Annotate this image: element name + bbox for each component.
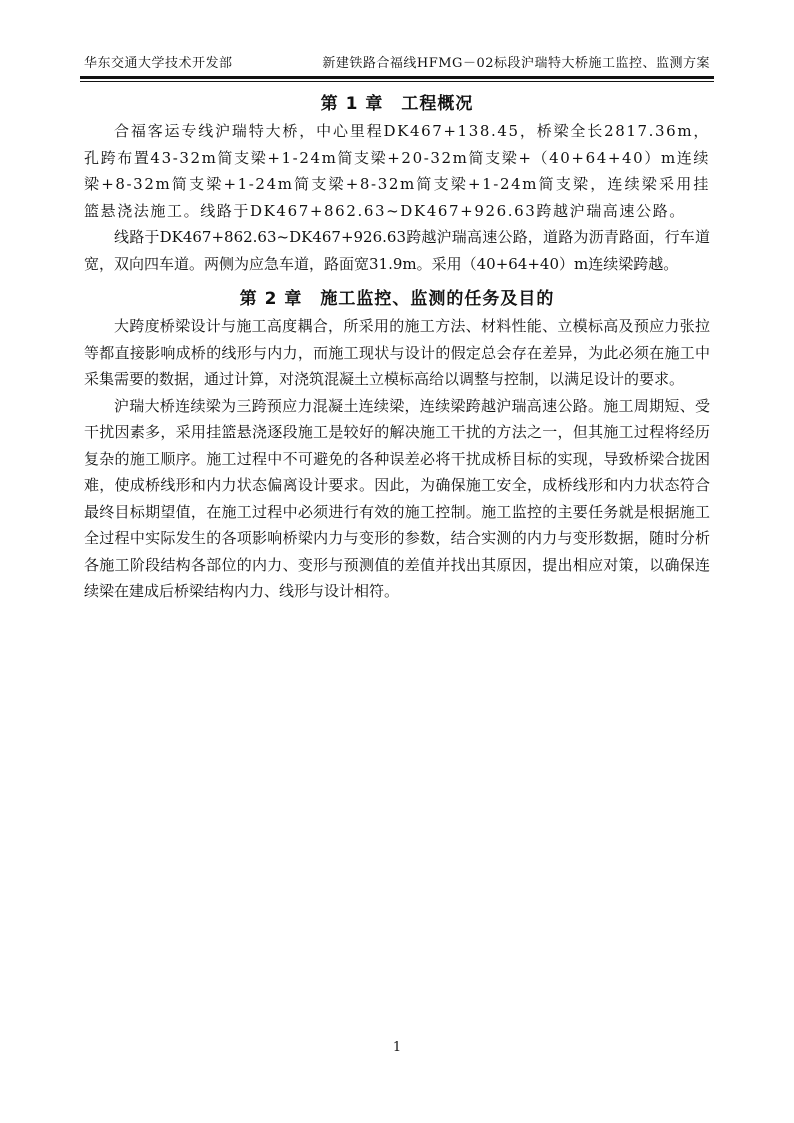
header-organization: 华东交通大学技术开发部: [84, 56, 233, 71]
chapter-1-title: 第 1 章 工程概况: [320, 94, 474, 114]
header-rule-thin: [80, 81, 714, 82]
header-document-title: 新建铁路合福线HFMG－02标段沪瑞特大桥施工监控、监测方案: [322, 56, 710, 71]
page-number: 1: [392, 1040, 402, 1055]
chapter-2-title: 第 2 章 施工监控、监测的任务及目的: [239, 289, 555, 309]
chapter-1-paragraph-2: 线路于DK467+862.63~DK467+926.63跨越沪瑞高速公路，道路为沥青路面，行车道宽，双向四车道。两侧为应急车道，路面宽31.9m。采用（40+64+40）m连续梁跨越。: [84, 228, 710, 273]
header-rule-thick: [80, 76, 714, 79]
chapter-1-paragraph-1: 合福客运专线沪瑞特大桥，中心里程DK467+138.45，桥梁全长2817.36m，孔跨布置43-32m简支梁+1-24m简支梁+20-32m简支梁+（40+64+40）m连续梁+8-32m简支梁+1-24m简支梁+8-32m简支梁+1-24m简支梁，连续梁采用挂篮悬浇法施工。线路于DK467+862.63~DK467+926.63跨越沪瑞高速公路。: [84, 122, 710, 220]
page-body: [84, 90, 710, 605]
chapter-2-paragraph-2: 沪瑞大桥连续梁为三跨预应力混凝土连续梁，连续梁跨越沪瑞高速公路。施工周期短、受干扰因素多，采用挂篮悬浇逐段施工是较好的解决施工干扰的方法之一，但其施工过程将经历复杂的施工顺序。施工过程中不可避免的各种误差必将干扰成桥目标的实现，导致桥梁合拢困难，使成桥线形和内力状态偏离设计要求。因此，为确保施工安全，成桥线形和内力状态符合最终目标期望值，在施工过程中必须进行有效的施工控制。施工监控的主要任务就是根据施工全过程中实际发生的各项影响桥梁内力与变形的参数，结合实测的内力与变形数据，随时分析各施工阶段结构各部位的内力、变形与预测值的差值并找出其原因，提出相应对策，以确保连续梁在建成后桥梁结构内力、线形与设计相符。: [84, 396, 710, 600]
chapter-2-paragraph-1: 大跨度桥梁设计与施工高度耦合，所采用的施工方法、材料性能、立模标高及预应力张拉等都直接影响成桥的线形与内力，而施工现状与设计的假定总会存在差异，为此必须在施工中采集需要的数据，通过计算，对浇筑混凝土立模标高给以调整与控制，以满足设计的要求。: [84, 317, 710, 388]
